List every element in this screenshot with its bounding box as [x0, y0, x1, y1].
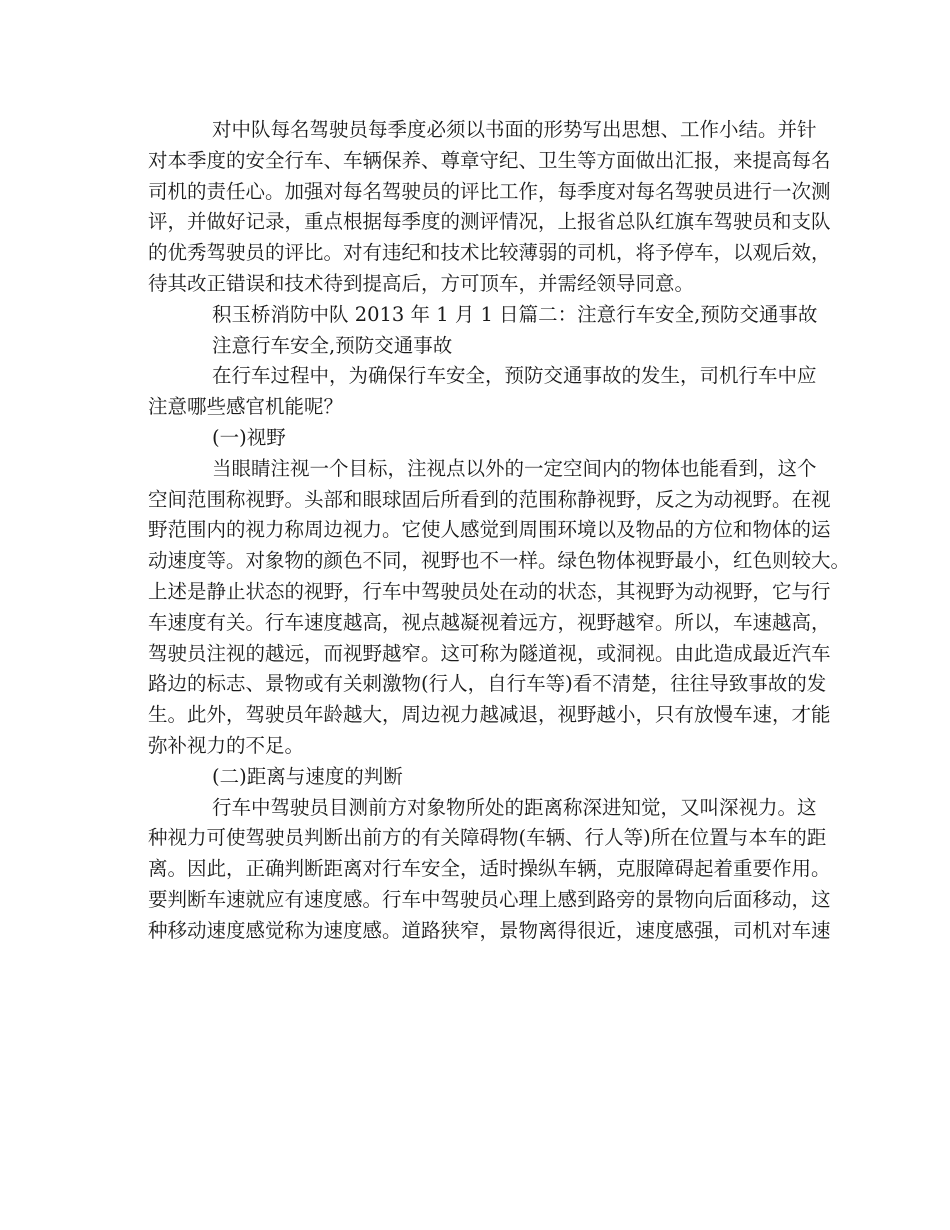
text-line: 注意行车安全,预防交通事故 — [212, 333, 453, 357]
text-line: (二)距离与速度的判断 — [212, 764, 403, 788]
text-line: 待其改正错误和技术待到提高后，方可顶车，并需经领导同意。 — [148, 271, 695, 295]
text-line: 行车中驾驶员目测前方对象物所处的距离称深进知觉，又叫深视力。这 — [212, 795, 817, 819]
text-line: 车速度有关。行车速度越高，视点越凝视着远方，视野越窄。所以，车速越高， — [148, 610, 831, 634]
text-line: (一)视野 — [212, 425, 286, 449]
text-line: 空间范围称视野。头部和眼球固后所看到的范围称静视野，反之为动视野。在视 — [148, 487, 831, 511]
text-line: 种视力可使驾驶员判断出前方的有关障碍物(车辆、行人等)所在位置与本车的距 — [148, 826, 827, 850]
text-line: 野范围内的视力称周边视力。它使人感觉到周围环境以及物品的方位和物体的运 — [148, 518, 831, 542]
text-line: 在行车过程中，为确保行车安全，预防交通事故的发生，司机行车中应 — [212, 364, 817, 388]
text-line: 注意哪些感官机能呢？ — [148, 395, 344, 419]
text-line: 驾驶员注视的越远，而视野越窄。这可称为隧道视，或洞视。由此造成最近汽车 — [148, 641, 831, 665]
text-line: 评，并做好记录，重点根据每季度的测评情况，上报省总队红旗车驾驶员和支队 — [148, 210, 831, 234]
text-line: 离。因此，正确判断距离对行车安全，适时操纵车辆，克服障碍起着重要作用。 — [148, 857, 831, 881]
text-line: 弥补视力的不足。 — [148, 733, 305, 757]
text-line: 的优秀驾驶员的评比。对有违纪和技术比较薄弱的司机，将予停车，以观后效， — [148, 241, 831, 265]
text-line: 要判断车速就应有速度感。行车中驾驶员心理上感到路旁的景物向后面移动，这 — [148, 887, 831, 911]
document-body — [148, 115, 851, 947]
text-line: 积玉桥消防中队 2013 年 1 月 1 日篇二：注意行车安全,预防交通事故 — [212, 302, 818, 326]
text-line: 上述是静止状态的视野，行车中驾驶员处在动的状态，其视野为动视野，它与行 — [148, 579, 831, 603]
text-line: 对本季度的安全行车、车辆保养、尊章守纪、卫生等方面做出汇报，来提高每名 — [148, 148, 831, 172]
text-line: 动速度等。对象物的颜色不同，视野也不一样。绿色物体视野最小，红色则较大。 — [148, 549, 851, 573]
text-line: 司机的责任心。加强对每名驾驶员的评比工作，每季度对每名驾驶员进行一次测 — [148, 179, 831, 203]
text-line: 种移动速度感觉称为速度感。道路狭窄，景物离得很近，速度感强，司机对车速 — [148, 918, 831, 942]
text-line: 当眼睛注视一个目标，注视点以外的一定空间内的物体也能看到，这个 — [212, 456, 817, 480]
text-line: 生。此外，驾驶员年龄越大，周边视力越减退，视野越小，只有放慢车速，才能 — [148, 703, 831, 727]
text-line: 路边的标志、景物或有关刺激物(行人，自行车等)看不清楚，往往导致事故的发 — [148, 672, 827, 696]
text-line: 对中队每名驾驶员每季度必须以书面的形势写出思想、工作小结。并针 — [212, 118, 817, 141]
